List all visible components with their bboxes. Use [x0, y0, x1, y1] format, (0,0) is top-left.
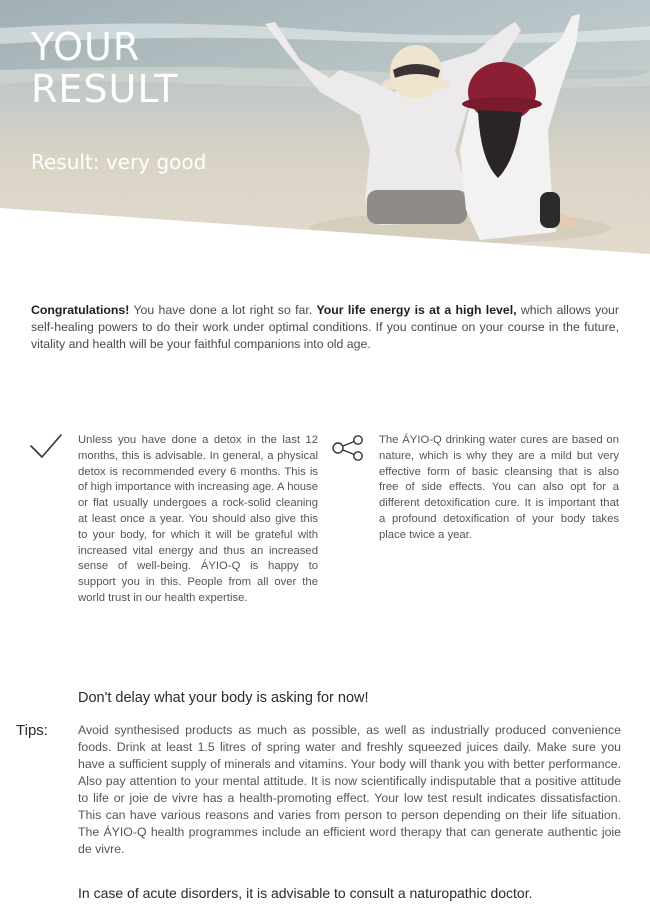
hero-banner: [0, 0, 650, 262]
intro-paragraph: [31, 302, 619, 353]
intro-text-2: which allows your self-healing powers to do their work under optimal conditions. If you continue on your course in the future, vitality and health will be your faithful companions into old age.: [31, 303, 619, 351]
tips-label: Tips:: [16, 722, 48, 739]
title-line-2: RESULT: [31, 67, 179, 111]
share-icon: [331, 435, 365, 461]
cta-heading: Don't delay what your body is asking for now!: [78, 690, 369, 706]
checkmark-icon: [30, 434, 62, 458]
footer-note: In case of acute disorders, it is advisable to consult a naturopathic doctor.: [78, 885, 533, 901]
intro-text-1: You have done a lot right so far.: [129, 303, 317, 317]
intro-emphasis-bold: Your life energy is at a high level,: [316, 303, 517, 317]
water-cure-text: The ÁYIO-Q drinking water cures are based on nature, which is why they are a mild but very effective form of basic cleansing that is also free of side effects. You can also opt for a different detoxification cure. It is important that a profound detoxification of your body takes place twice a year.: [379, 434, 619, 541]
detox-advice-text: Unless you have done a detox in the last 12 months, this is advisable. In general, a physical detox is recommended every 6 months. This is of high importance with increasing age. A house or flat usually undergoes a rock-solid cleaning at least once a year. You should also give this to your body, for which it will be grateful with increased vital energy and thus an increased sense of well-being. ÁYIO-Q is happy to support you in this. People from all over the world trust in our health expertise.: [78, 434, 318, 604]
page-title: [31, 26, 179, 110]
tips-text: Avoid synthesised products as much as possible, as well as industrially produced convenience foods. Drink at least 1.5 litres of spring water and freshly squeezed juices daily. Make sure you have a sufficient supply of minerals and vitamins. Your body will thank you with better performance. Also pay attention to your mental attitude. It is now scientifically indisputable that a positive attitude to life or joie de vivre has a health-promoting effect. Your low test result indicates dissatisfaction. This can have various reasons and varies from person to person depending on their life situation. The ÁYIO-Q health programmes include an efficient word therapy that can generate authentic joie de vivre.: [78, 723, 621, 856]
intro-lead-bold: Congratulations!: [31, 303, 130, 317]
title-line-1: YOUR: [31, 25, 141, 69]
result-subtitle: Result: very good: [31, 150, 207, 174]
